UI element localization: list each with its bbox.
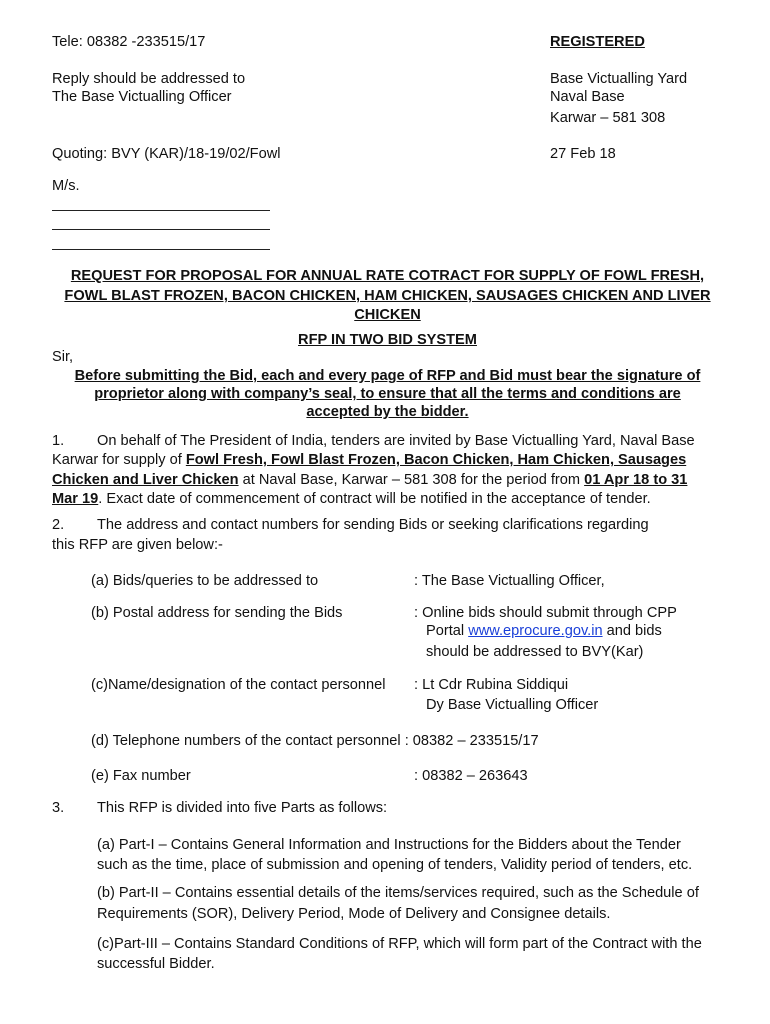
salutation: Sir, bbox=[52, 349, 74, 365]
notice-line-2: proprietor along with company’s seal, to ensure that all the terms and conditions are bbox=[94, 386, 681, 402]
para3-number: 3. bbox=[52, 800, 65, 816]
contact-b-value-1: : Online bids should submit through CPP bbox=[414, 605, 677, 621]
letter-date: 27 Feb 18 bbox=[550, 146, 616, 162]
para2-line-1: The address and contact numbers for sending Bids or seeking clarifications regarding bbox=[97, 517, 649, 533]
telephone-line: Tele: 08382 -233515/17 bbox=[52, 34, 206, 50]
ms-label: M/s. bbox=[52, 178, 80, 194]
part3-line-1: (c)Part-III – Contains Standard Conditions of RFP, which will form part of the Contract with the bbox=[97, 936, 702, 952]
address-line-1: Base Victualling Yard bbox=[550, 71, 688, 87]
contact-c-value-1: : Lt Cdr Rubina Siddiqui bbox=[414, 677, 569, 693]
address-line-2: Naval Base bbox=[550, 89, 625, 105]
contact-c-label: (c)Name/designation of the contact personnel bbox=[91, 677, 386, 693]
contact-a-label: (a) Bids/queries to be addressed to bbox=[91, 573, 319, 589]
contact-c-value-2: Dy Base Victualling Officer bbox=[426, 697, 599, 713]
quoting-reference: Quoting: BVY (KAR)/18-19/02/Fowl bbox=[52, 146, 281, 162]
para1-line-3: Chicken and Liver Chicken at Naval Base, Karwar – 581 308 for the period from 01 Apr 18 to 31 bbox=[52, 472, 688, 488]
para3-line-1: This RFP is divided into five Parts as follows: bbox=[97, 800, 388, 816]
para1-number: 1. bbox=[52, 433, 65, 449]
para2-number: 2. bbox=[52, 517, 65, 533]
part1-line-1: (a) Part-I – Contains General Information and Instructions for the Bidders about the Tender bbox=[97, 837, 681, 853]
title-line-1: REQUEST FOR PROPOSAL FOR ANNUAL RATE COTRACT FOR SUPPLY OF FOWL FRESH, bbox=[70, 268, 705, 284]
part3-line-2: successful Bidder. bbox=[97, 956, 215, 972]
para1-line-2: Karwar for supply of Fowl Fresh, Fowl Blast Frozen, Bacon Chicken, Ham Chicken, Sausages bbox=[52, 452, 687, 468]
eprocure-link[interactable]: www.eprocure.gov.in bbox=[468, 623, 603, 639]
para2-line-2: this RFP are given below:- bbox=[52, 537, 223, 553]
contact-b-label: (b) Postal address for sending the Bids bbox=[91, 605, 343, 621]
address-blank-line-3 bbox=[52, 249, 270, 250]
contact-d-line: (d) Telephone numbers of the contact personnel : 08382 – 233515/17 bbox=[91, 733, 539, 749]
contact-b-value-2: Portal www.eprocure.gov.in and bids bbox=[426, 623, 662, 639]
address-line-3: Karwar – 581 308 bbox=[550, 110, 666, 126]
contact-a-value: : The Base Victualling Officer, bbox=[414, 573, 605, 589]
part2-line-2: Requirements (SOR), Delivery Period, Mode of Delivery and Consignee details. bbox=[97, 906, 611, 922]
address-blank-line-1 bbox=[52, 210, 270, 211]
notice-line-3: accepted by the bidder. bbox=[306, 404, 469, 420]
para1-line-1: On behalf of The President of India, tenders are invited by Base Victualling Yard, Naval Base bbox=[97, 433, 695, 449]
notice-line-1: Before submitting the Bid, each and every page of RFP and Bid must bear the signature of bbox=[74, 368, 701, 384]
contact-e-value: : 08382 – 263643 bbox=[414, 768, 528, 784]
reply-line-2: The Base Victualling Officer bbox=[52, 89, 232, 105]
part1-line-2: such as the time, place of submission and opening of tenders, Validity period of tenders, etc. bbox=[97, 857, 693, 873]
part2-line-1: (b) Part-II – Contains essential details of the items/services required, such as the Schedule of bbox=[97, 885, 699, 901]
subtitle: RFP IN TWO BID SYSTEM bbox=[298, 332, 477, 348]
title-line-3: CHICKEN bbox=[354, 307, 421, 323]
contact-e-label: (e) Fax number bbox=[91, 768, 191, 784]
contact-b-value-3: should be addressed to BVY(Kar) bbox=[426, 644, 644, 660]
address-blank-line-2 bbox=[52, 229, 270, 230]
title-line-2: FOWL BLAST FROZEN, BACON CHICKEN, HAM CHICKEN, SAUSAGES CHICKEN AND LIVER bbox=[64, 288, 711, 304]
reply-line-1: Reply should be addressed to bbox=[52, 71, 246, 87]
registered-label: REGISTERED bbox=[550, 34, 645, 50]
para1-line-4: Mar 19. Exact date of commencement of contract will be notified in the acceptance of tender. bbox=[52, 491, 651, 507]
